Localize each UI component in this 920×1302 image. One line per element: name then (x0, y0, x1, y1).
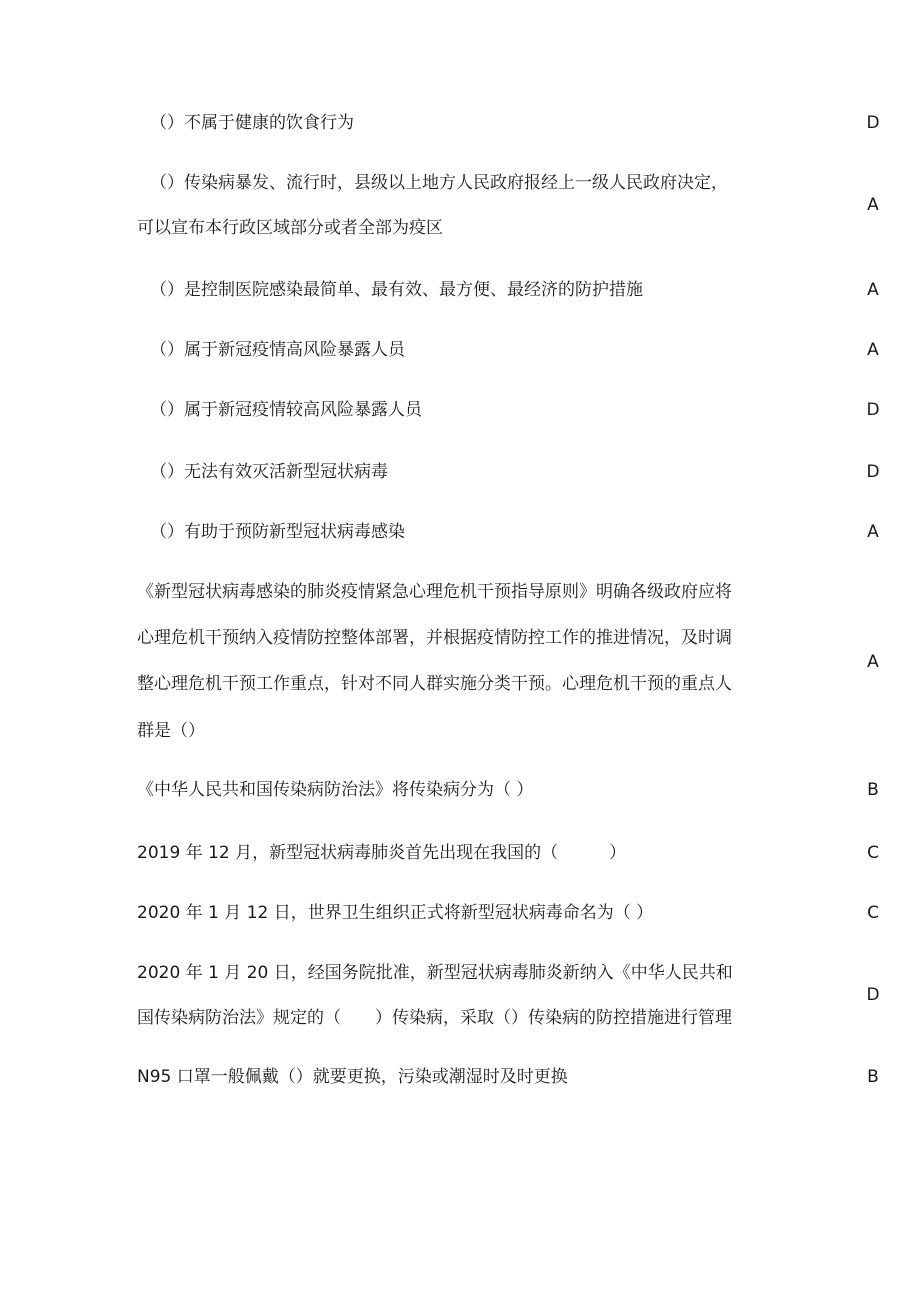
answer-letter: B (867, 780, 879, 800)
question-text: 国传染病防治法》规定的（ ）传染病，采取（）传染病的防控措施进行管理 (137, 1008, 732, 1028)
question-text: 2020 年 1 月 12 日，世界卫生组织正式将新型冠状病毒命名为（ ） (137, 903, 654, 923)
answer-letter: D (866, 400, 880, 420)
question-text: （）传染病暴发、流行时，县级以上地方人民政府报经上一级人民政府决定， (150, 173, 728, 193)
question-text: （）是控制医院感染最简单、最有效、最方便、最经济的防护措施 (150, 280, 643, 300)
answer-letter: A (867, 280, 879, 300)
question-text: N95 口罩一般佩戴（）就要更换，污染或潮湿时及时更换 (137, 1067, 568, 1087)
question-text: 群是（） (137, 721, 205, 741)
question-text: （）不属于健康的饮食行为 (150, 113, 354, 133)
question-text: 2019 年 12 月，新型冠状病毒肺炎首先出现在我国的（ ） (137, 843, 627, 863)
question-text: （）有助于预防新型冠状病毒感染 (150, 522, 405, 542)
answer-letter: D (866, 985, 880, 1005)
answer-letter: D (866, 462, 880, 482)
answer-letter: B (867, 1067, 879, 1087)
question-text: 2020 年 1 月 20 日，经国务院批准，新型冠状病毒肺炎新纳入《中华人民共和 (137, 963, 733, 983)
question-text: 《中华人民共和国传染病防治法》将传染病分为（ ） (137, 780, 534, 800)
answer-letter: A (867, 340, 879, 360)
answer-letter: A (867, 652, 879, 672)
question-text: （）无法有效灭活新型冠状病毒 (150, 462, 388, 482)
question-text: 心理危机干预纳入疫情防控整体部署，并根据疫情防控工作的推进情况，及时调 (137, 628, 732, 648)
answer-letter: A (867, 522, 879, 542)
answer-letter: C (867, 843, 879, 863)
question-text: （）属于新冠疫情较高风险暴露人员 (150, 400, 422, 420)
question-text: 可以宣布本行政区域部分或者全部为疫区 (137, 218, 443, 238)
question-text: 《新型冠状病毒感染的肺炎疫情紧急心理危机干预指导原则》明确各级政府应将 (137, 582, 732, 602)
answer-letter: A (867, 195, 879, 215)
answer-letter: D (866, 113, 880, 133)
question-text: 整心理危机干预工作重点，针对不同人群实施分类干预。心理危机干预的重点人 (137, 674, 732, 694)
answer-letter: C (867, 903, 879, 923)
question-text: （）属于新冠疫情高风险暴露人员 (150, 340, 405, 360)
